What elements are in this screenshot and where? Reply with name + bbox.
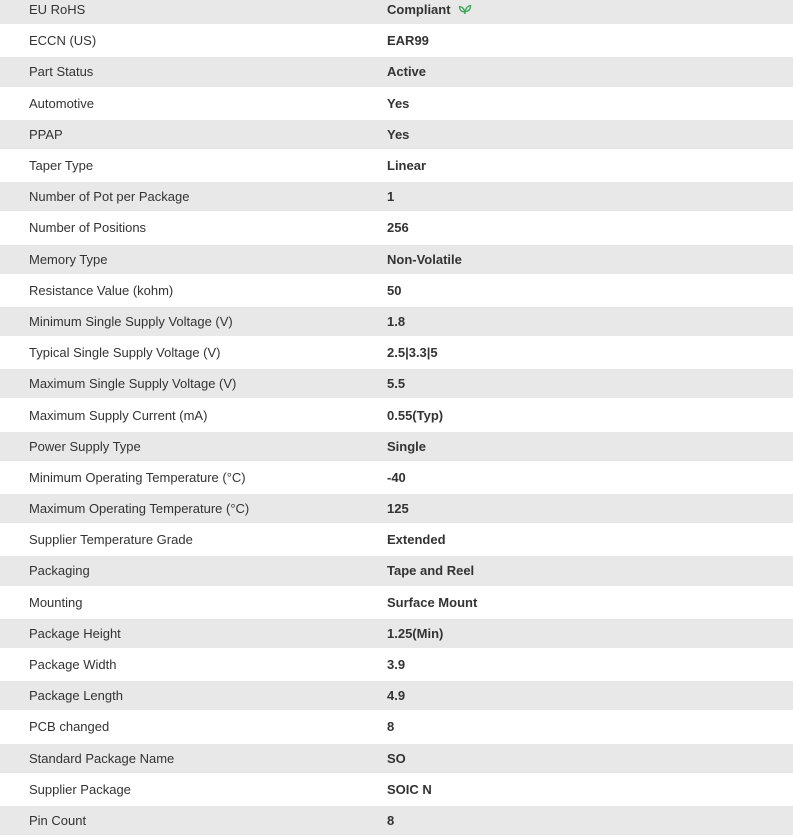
spec-value: EAR99 bbox=[387, 33, 429, 49]
spec-row bbox=[0, 680, 793, 711]
spec-value-cell bbox=[387, 805, 793, 836]
spec-value: Tape and Reel bbox=[387, 563, 475, 579]
spec-name: Maximum Operating Temperature (°C) bbox=[0, 493, 387, 524]
spec-name: Mounting bbox=[0, 587, 387, 618]
spec-value-cell bbox=[387, 399, 793, 430]
spec-row bbox=[0, 649, 793, 680]
spec-value: 0.55(Typ) bbox=[387, 407, 444, 423]
spec-name: Taper Type bbox=[0, 150, 387, 181]
spec-row bbox=[0, 212, 793, 243]
spec-row bbox=[0, 337, 793, 368]
spec-value-cell bbox=[387, 774, 793, 805]
spec-value: -40 bbox=[387, 469, 406, 485]
spec-value: 1.25(Min) bbox=[387, 625, 444, 641]
spec-row bbox=[0, 555, 793, 586]
spec-value: 256 bbox=[387, 220, 409, 236]
spec-name: Typical Single Supply Voltage (V) bbox=[0, 337, 387, 368]
spec-value: SOIC N bbox=[387, 781, 432, 797]
spec-name: Number of Pot per Package bbox=[0, 181, 387, 212]
spec-value: Single bbox=[387, 438, 427, 454]
spec-value: 125 bbox=[387, 501, 409, 517]
spec-name: Minimum Operating Temperature (°C) bbox=[0, 462, 387, 493]
spec-value: 5.5 bbox=[387, 376, 406, 392]
spec-value-cell bbox=[387, 56, 793, 87]
spec-value: 2.5|3.3|5 bbox=[387, 345, 438, 361]
spec-row bbox=[0, 244, 793, 275]
spec-row bbox=[0, 587, 793, 618]
spec-value-cell bbox=[387, 587, 793, 618]
spec-value: 8 bbox=[387, 719, 395, 735]
spec-row bbox=[0, 524, 793, 555]
spec-row bbox=[0, 462, 793, 493]
spec-value: 3.9 bbox=[387, 657, 406, 673]
spec-value-cell bbox=[387, 618, 793, 649]
spec-name: Supplier Temperature Grade bbox=[0, 524, 387, 555]
spec-value-cell bbox=[387, 711, 793, 742]
spec-row bbox=[0, 306, 793, 337]
spec-value-cell bbox=[387, 119, 793, 150]
spec-name: Power Supply Type bbox=[0, 431, 387, 462]
spec-value-cell bbox=[387, 743, 793, 774]
spec-value-cell bbox=[387, 462, 793, 493]
spec-row bbox=[0, 150, 793, 181]
spec-name: Package Height bbox=[0, 618, 387, 649]
spec-row bbox=[0, 119, 793, 150]
spec-row bbox=[0, 25, 793, 56]
spec-row bbox=[0, 88, 793, 119]
spec-value: 8 bbox=[387, 812, 395, 828]
spec-name: Package Width bbox=[0, 649, 387, 680]
spec-value-cell bbox=[387, 555, 793, 586]
spec-value-cell bbox=[387, 368, 793, 399]
spec-value: Extended bbox=[387, 532, 446, 548]
spec-name: Automotive bbox=[0, 88, 387, 119]
spec-name: Part Status bbox=[0, 56, 387, 87]
spec-value-cell bbox=[387, 150, 793, 181]
spec-name: Number of Positions bbox=[0, 212, 387, 243]
spec-value-cell bbox=[387, 524, 793, 555]
spec-value-cell bbox=[387, 0, 793, 25]
spec-name: Minimum Single Supply Voltage (V) bbox=[0, 306, 387, 337]
spec-value-cell bbox=[387, 88, 793, 119]
spec-name: Standard Package Name bbox=[0, 743, 387, 774]
spec-row bbox=[0, 0, 793, 25]
spec-value-cell bbox=[387, 431, 793, 462]
spec-value: Active bbox=[387, 64, 427, 80]
spec-value: 4.9 bbox=[387, 688, 406, 704]
spec-name: Packaging bbox=[0, 555, 387, 586]
spec-name: PCB changed bbox=[0, 711, 387, 742]
spec-row bbox=[0, 275, 793, 306]
spec-name: Resistance Value (kohm) bbox=[0, 275, 387, 306]
spec-row bbox=[0, 368, 793, 399]
spec-row bbox=[0, 56, 793, 87]
spec-row bbox=[0, 399, 793, 430]
spec-name: Memory Type bbox=[0, 244, 387, 275]
spec-row bbox=[0, 618, 793, 649]
spec-value-cell bbox=[387, 212, 793, 243]
spec-value-cell bbox=[387, 181, 793, 212]
spec-value-cell bbox=[387, 306, 793, 337]
spec-name: Maximum Single Supply Voltage (V) bbox=[0, 368, 387, 399]
spec-value: 50 bbox=[387, 282, 402, 298]
spec-name: Maximum Supply Current (mA) bbox=[0, 399, 387, 430]
spec-value: SO bbox=[387, 750, 406, 766]
spec-name: ECCN (US) bbox=[0, 25, 387, 56]
spec-value: 1 bbox=[387, 189, 395, 205]
spec-row bbox=[0, 431, 793, 462]
spec-row bbox=[0, 711, 793, 742]
spec-value: Linear bbox=[387, 158, 427, 174]
spec-value: Surface Mount bbox=[387, 594, 478, 610]
spec-name: Package Length bbox=[0, 680, 387, 711]
spec-value-cell bbox=[387, 337, 793, 368]
spec-value-cell bbox=[387, 275, 793, 306]
spec-name: PPAP bbox=[0, 119, 387, 150]
spec-value-cell bbox=[387, 25, 793, 56]
spec-row bbox=[0, 805, 793, 836]
spec-name: EU RoHS bbox=[0, 0, 387, 25]
spec-value-cell bbox=[387, 680, 793, 711]
spec-row bbox=[0, 743, 793, 774]
spec-row bbox=[0, 493, 793, 524]
spec-value-cell bbox=[387, 649, 793, 680]
spec-value: 1.8 bbox=[387, 313, 406, 329]
spec-row bbox=[0, 181, 793, 212]
spec-row bbox=[0, 774, 793, 805]
spec-value: Yes bbox=[387, 95, 410, 111]
spec-value: Yes bbox=[387, 126, 410, 142]
spec-value: Non-Volatile bbox=[387, 251, 462, 267]
spec-value: Compliant bbox=[387, 1, 451, 17]
spec-value-cell bbox=[387, 493, 793, 524]
spec-name: Pin Count bbox=[0, 805, 387, 836]
spec-name: Supplier Package bbox=[0, 774, 387, 805]
spec-value-cell bbox=[387, 244, 793, 275]
leaf-icon bbox=[458, 3, 472, 15]
